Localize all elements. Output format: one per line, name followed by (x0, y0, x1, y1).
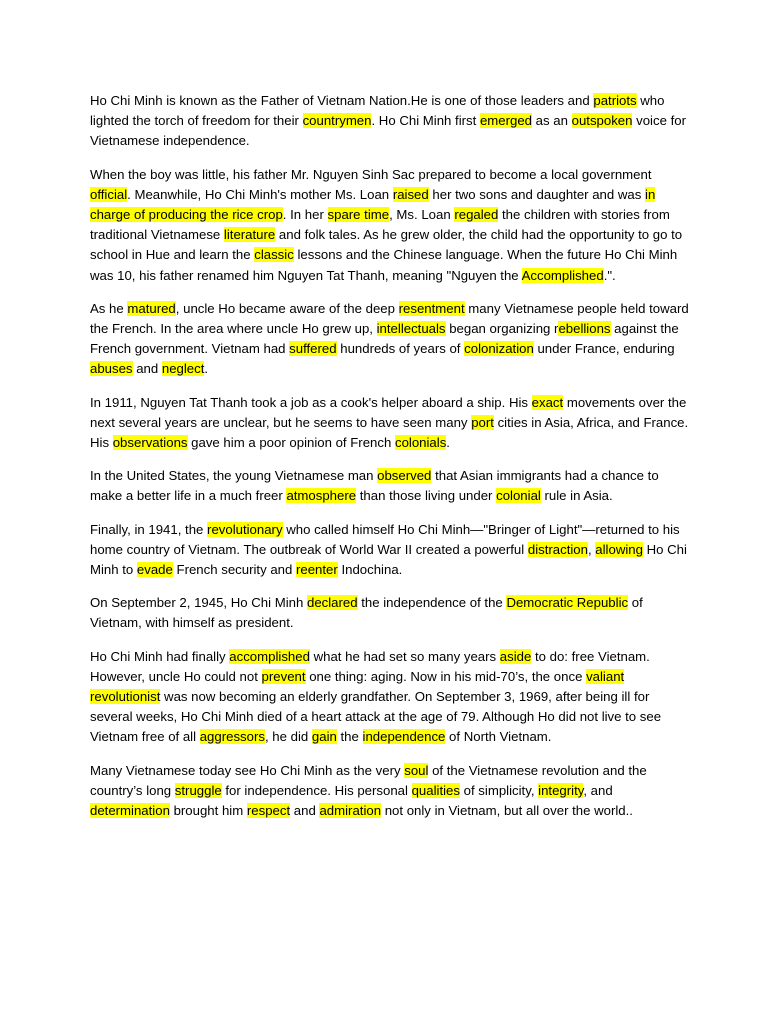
text-segment: not only in Vietnam, but all over the world.. (381, 803, 633, 819)
highlighted-term: prevent (261, 668, 306, 684)
text-segment: who lighted the torch of freedom for their (90, 93, 665, 129)
paragraph (90, 647, 690, 748)
paragraph (90, 299, 690, 380)
highlighted-term: Accomplished (521, 267, 604, 283)
highlighted-term: emerged (479, 113, 533, 129)
text-segment: . (446, 435, 450, 451)
text-segment: of Vietnam, with himself as president. (90, 595, 643, 631)
highlighted-term: regaled (454, 207, 499, 223)
paragraph (90, 393, 690, 454)
text-segment: gave him a poor opinion of French (187, 435, 395, 451)
paragraph (90, 520, 690, 581)
text-segment: .". (603, 267, 616, 283)
highlighted-term: colonials (394, 435, 447, 451)
paragraph (90, 761, 690, 822)
highlighted-term: exact (531, 394, 564, 410)
text-segment: , he did (264, 729, 312, 745)
text-segment: When the boy was little, his father Mr. Nguyen Sinh Sac prepared to become a local government (90, 166, 652, 182)
text-segment: that Asian immigrants had a chance to make a better life in a much freer (90, 468, 659, 504)
text-segment: , (587, 541, 596, 557)
highlighted-term: port (471, 414, 494, 430)
text-segment: Many Vietnamese today see Ho Chi Minh as the very (90, 762, 405, 778)
highlighted-term: valiant revolutionist (90, 668, 625, 705)
text-segment: hundreds of years of (336, 341, 465, 357)
text-segment: Ho Chi Minh had finally (90, 648, 230, 664)
text-segment: , Ms. Loan (389, 207, 455, 223)
text-segment: as an (532, 113, 572, 129)
text-segment: was now becoming an elderly grandfather. On September 3, 1969, after being ill for several weeks, Ho Chi Minh died of a heart attack at the age of 79. Although Ho did not live to see Vietnam free of all (90, 689, 662, 745)
text-segment: for independence. His personal (221, 782, 412, 798)
text-segment: movements over the next several years are unclear, but he seems to have seen many (90, 394, 687, 430)
text-segment: the independence of the (357, 595, 507, 611)
highlighted-term: intellectuals (376, 321, 446, 337)
text-segment: of simplicity, (459, 782, 539, 798)
text-segment: under France, enduring (533, 341, 675, 357)
text-segment: and (132, 361, 162, 377)
text-segment: Ho Chi Minh is known as the Father of Vietnam Nation.He is one of those leaders and (90, 93, 594, 108)
text-segment: cities in Asia, Africa, and France. His (90, 414, 689, 451)
text-segment: , and (583, 782, 613, 798)
highlighted-term: integrity (538, 782, 584, 798)
highlighted-term: reenter (296, 562, 338, 578)
text-segment: against the French government. Vietnam had (90, 321, 679, 357)
highlighted-term: ebellions (558, 321, 611, 337)
text-segment: and folk tales. As he grew older, the child had the opportunity to go to school in Hue and learn the (90, 227, 683, 263)
highlighted-term: distraction (527, 541, 588, 557)
text-segment: of North Vietnam. (445, 729, 552, 745)
highlighted-term: respect (246, 803, 291, 819)
highlighted-term: outspoken (571, 113, 633, 129)
text-segment: , uncle Ho became aware of the deep (175, 300, 399, 316)
highlighted-term: observed (377, 468, 432, 484)
document-body (90, 91, 690, 834)
text-segment: . In her (282, 207, 328, 223)
highlighted-term: spare time (327, 207, 390, 223)
text-segment: On September 2, 1945, Ho Chi Minh (90, 595, 307, 611)
highlighted-term: patriots (593, 93, 637, 108)
highlighted-term: neglect (161, 361, 205, 377)
text-segment: French security and (172, 562, 296, 578)
highlighted-term: gain (311, 729, 337, 745)
text-segment: her two sons and daughter and was (428, 186, 646, 202)
text-segment: one thing: aging. Now in his mid-70’s, the once (305, 668, 587, 684)
text-segment: than those living under (356, 488, 497, 504)
highlighted-term: independence (362, 729, 446, 745)
text-segment: brought him (169, 803, 247, 819)
highlighted-term: allowing (595, 541, 643, 557)
text-segment: what he had set so many years (309, 648, 500, 664)
highlighted-term: observations (112, 435, 188, 451)
highlighted-term: resentment (398, 300, 465, 316)
text-segment: In the United States, the young Vietnamese man (90, 468, 378, 484)
text-segment: Finally, in 1941, the (90, 521, 208, 537)
highlighted-term: countrymen (302, 113, 372, 129)
highlighted-term: aside (499, 648, 532, 664)
text-segment: of the Vietnamese revolution and the country’s long (90, 762, 647, 798)
highlighted-term: literature (223, 227, 276, 243)
text-segment: many Vietnamese people held toward the French. In the area where uncle Ho grew up, (90, 300, 689, 337)
text-segment: to do: free Vietnam. However, uncle Ho could not (90, 648, 650, 684)
highlighted-term: evade (136, 562, 173, 578)
text-segment: the children with stories from traditional Vietnamese (90, 207, 670, 243)
highlighted-term: struggle (174, 782, 222, 798)
highlighted-term: admiration (319, 803, 382, 819)
highlighted-term: atmosphere (286, 488, 357, 504)
paragraph (90, 593, 690, 633)
text-segment: lessons and the Chinese language. When the future Ho Chi Minh was 10, his father renamed him Nguyen Tat Thanh, meaning "Nguyen the (90, 247, 678, 283)
highlighted-term: abuses (90, 361, 133, 377)
text-segment: Ho Chi Minh to (90, 541, 687, 578)
highlighted-term: in charge of producing the rice crop (90, 186, 656, 223)
paragraph (90, 466, 690, 506)
highlighted-term: classic (254, 247, 294, 263)
text-segment: began organizing r (445, 321, 559, 337)
text-segment: . Meanwhile, Ho Chi Minh's mother Ms. Loan (127, 186, 393, 202)
text-segment: As he (90, 300, 128, 316)
text-segment: . (204, 361, 209, 377)
highlighted-term: official (90, 186, 128, 202)
highlighted-term: raised (392, 186, 429, 202)
highlighted-term: revolutionary (207, 521, 283, 537)
text-segment: Indochina. (337, 562, 403, 578)
text-segment: who called himself Ho Chi Minh—"Bringer of Light"—returned to his home country of Vietnam. The outbreak of World War II created a powerful (90, 521, 680, 557)
text-segment: the (336, 729, 363, 745)
text-segment: voice for Vietnamese independence. (90, 113, 686, 149)
text-segment: rule in Asia. (540, 488, 613, 504)
highlighted-term: colonization (464, 341, 534, 357)
highlighted-term: declared (306, 595, 358, 611)
highlighted-term: soul (404, 762, 429, 778)
text-segment: and (290, 803, 320, 819)
highlighted-term: qualities (411, 782, 460, 798)
text-segment: In 1911, Nguyen Tat Thanh took a job as a cook's helper aboard a ship. His (90, 394, 532, 410)
highlighted-term: colonial (496, 488, 541, 504)
highlighted-term: suffered (289, 341, 337, 357)
highlighted-term: aggressors (199, 729, 265, 745)
highlighted-term: matured (127, 300, 176, 316)
paragraph (90, 165, 690, 286)
highlighted-term: determination (90, 803, 170, 819)
paragraph (90, 91, 690, 152)
text-segment: . Ho Chi Minh first (371, 113, 480, 129)
highlighted-term: accomplished (229, 648, 310, 664)
highlighted-term: Democratic Republic (506, 595, 629, 611)
